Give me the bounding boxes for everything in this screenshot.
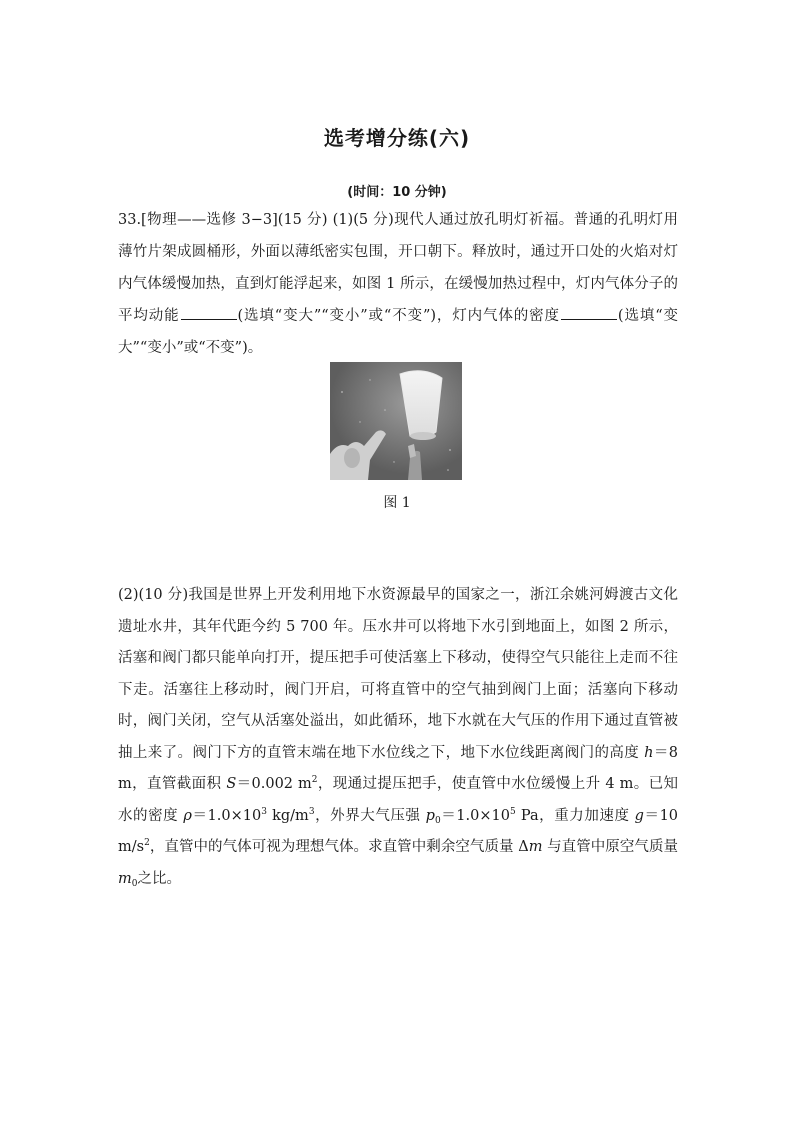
exponent: 2 bbox=[144, 838, 150, 848]
question-2-text: ，外界大气压强 bbox=[314, 807, 426, 824]
var-m: m bbox=[528, 839, 543, 855]
question-2-text: ＝1.0×10 bbox=[440, 807, 510, 824]
subscript: 0 bbox=[434, 815, 441, 826]
answer-blank-2[interactable] bbox=[561, 318, 617, 320]
var-g: g bbox=[634, 807, 644, 824]
exponent: 5 bbox=[509, 806, 516, 817]
question-2-text: 之比。 bbox=[137, 870, 181, 887]
subscript: 0 bbox=[131, 878, 138, 889]
answer-blank-1[interactable] bbox=[181, 318, 237, 320]
question-2-text: ＝1.0×10 bbox=[191, 807, 262, 824]
var-rho: ρ bbox=[183, 807, 192, 824]
question-1-intro: 33.[物理——选修 3−3](15 分) (1)(5 分)现代人通过放孔明灯祈福。普通的孔明灯用薄竹片架成圆桶形，外面以薄纸密实包围，开口朝下。释放时，通过开口处的火焰对灯内气体缓慢加热，直到灯能浮起来，如图 1 所示，在缓慢加热过程中，灯内气体分子的平均动能 bbox=[118, 212, 678, 324]
question-1-end: (选填“变大”“变小”或“不变”)。 bbox=[118, 308, 678, 356]
question-2-text: ＝10 m/s bbox=[118, 807, 679, 855]
question-2-text: 与直管中原空气质量 bbox=[542, 839, 678, 855]
question-2-text: ＝8 m，直管截面积 bbox=[118, 744, 678, 792]
question-1 bbox=[118, 204, 678, 364]
page-title: 选考增分练(六) bbox=[323, 126, 471, 150]
figure-1-caption: 图 1 bbox=[383, 495, 411, 511]
question-2-text: ，现通过提压把手，使直管中水位缓慢上升 4 m。已知水的密度 bbox=[118, 776, 679, 824]
question-1-mid: (选填“变大”“变小”或“不变”)，灯内气体的密度 bbox=[237, 308, 560, 324]
exponent: 3 bbox=[261, 806, 267, 817]
exponent: 2 bbox=[311, 775, 318, 785]
question-2-text: ＝0.002 m bbox=[236, 776, 312, 792]
time-limit: (时间：10 分钟) bbox=[347, 185, 447, 200]
exponent: 3 bbox=[308, 806, 315, 817]
var-p: p bbox=[425, 807, 435, 824]
question-2-text: ，直管中的气体可视为理想气体。求直管中剩余空气质量 Δ bbox=[149, 839, 529, 855]
sky-lantern-illustration bbox=[330, 362, 462, 480]
sky-lantern-photo bbox=[330, 362, 462, 480]
question-2-text: Pa，重力加速度 bbox=[515, 807, 635, 824]
var-h: h bbox=[644, 744, 654, 761]
question-2 bbox=[118, 580, 678, 895]
var-s: S bbox=[226, 776, 237, 792]
var-m0: m bbox=[118, 870, 132, 887]
question-2-text: (2)(10 分)我国是世界上开发利用地下水资源最早的国家之一，浙江余姚河姆渡古文化遗址水井，其年代距今约 5 700 年。压水井可以将地下水引到地面上，如图 2 所示，活塞和阀门都只能单向打开，提压把手可使活塞上下移动，使得空气只能往上走而不往下走。活塞往上移动时，阀门开启，可将直管中的空气抽到阀门上面；活塞向下移动时，阀门关闭，空气从活塞处溢出，如此循环，地下水就在大气压的作用下通过直管被抽上来了。阀门下方的直管末端在地下水位线之下，地下水位线距离阀门的高度 bbox=[118, 587, 678, 761]
question-2-text: kg/m bbox=[266, 807, 309, 824]
